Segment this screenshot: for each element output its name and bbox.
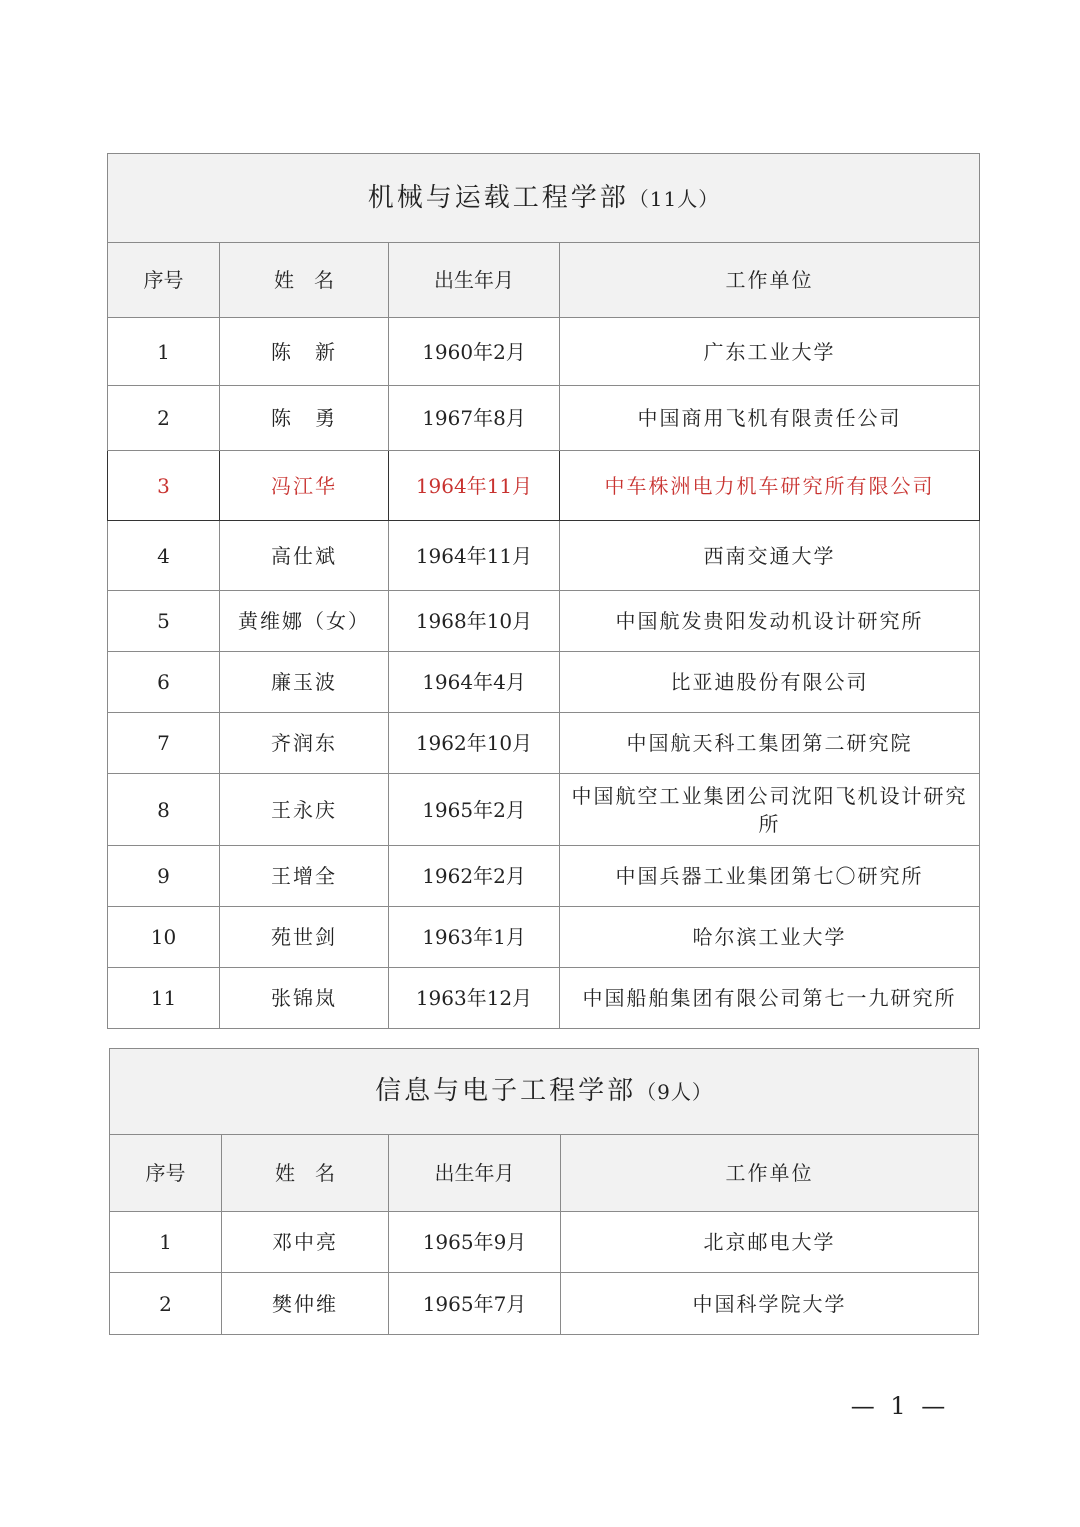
table-row [108,591,980,652]
row-unit: 中国科学院大学 [561,1273,979,1335]
row-name: 齐润东 [220,713,389,774]
row-unit: 中国航天科工集团第二研究院 [560,713,980,774]
header-name: 姓名 [220,243,389,318]
row-no: 11 [108,968,220,1029]
table-header-row [108,243,980,318]
row-birth: 1964年11月 [389,451,560,521]
row-unit: 中国兵器工业集团第七〇研究所 [560,846,980,907]
row-birth: 1963年12月 [389,968,560,1029]
row-birth: 1965年7月 [389,1273,561,1335]
header-birth: 出生年月 [389,243,560,318]
header-no: 序号 [108,243,220,318]
department-count: （9人） [636,1080,713,1104]
department-title-text: 机械与运载工程学部 [367,182,629,213]
department-count: （11人） [628,186,720,211]
row-unit: 中国商用飞机有限责任公司 [560,386,980,451]
row-unit: 中车株洲电力机车研究所有限公司 [560,451,980,521]
row-name: 冯江华 [220,451,389,521]
row-no: 9 [108,846,220,907]
department-title [108,154,980,243]
row-no: 2 [108,386,220,451]
row-birth: 1967年8月 [389,386,560,451]
row-unit: 比亚迪股份有限公司 [560,652,980,713]
row-name: 王增全 [220,846,389,907]
table-header-row [110,1135,979,1212]
row-unit: 北京邮电大学 [561,1212,979,1273]
row-unit: 中国航发贵阳发动机设计研究所 [560,591,980,652]
row-name: 苑世剑 [220,907,389,968]
row-unit: 西南交通大学 [560,521,980,591]
table-row [108,318,980,386]
row-unit: 广东工业大学 [560,318,980,386]
table-row [108,652,980,713]
header-birth: 出生年月 [389,1135,561,1212]
row-unit: 哈尔滨工业大学 [560,907,980,968]
table-row [108,774,980,846]
row-no: 7 [108,713,220,774]
row-no: 8 [108,774,220,846]
row-name: 陈 新 [220,318,389,386]
department-table-information [109,1048,979,1335]
row-name: 张锦岚 [220,968,389,1029]
table-row [108,386,980,451]
row-birth: 1962年2月 [389,846,560,907]
table-row [108,713,980,774]
row-birth: 1964年11月 [389,521,560,591]
department-table-mechanical [107,153,980,1029]
row-no: 4 [108,521,220,591]
row-name: 陈 勇 [220,386,389,451]
row-no: 2 [110,1273,222,1335]
table-row [108,846,980,907]
row-no: 1 [110,1212,222,1273]
row-birth: 1963年1月 [389,907,560,968]
department-title [110,1049,979,1135]
row-no: 6 [108,652,220,713]
header-unit: 工作单位 [561,1135,979,1212]
row-name: 廉玉波 [220,652,389,713]
row-no: 3 [108,451,220,521]
table-row [108,907,980,968]
row-no: 1 [108,318,220,386]
row-birth: 1968年10月 [389,591,560,652]
row-no: 5 [108,591,220,652]
row-birth: 1965年2月 [389,774,560,846]
header-name: 姓名 [222,1135,389,1212]
row-name: 高仕斌 [220,521,389,591]
row-birth: 1964年4月 [389,652,560,713]
page-number: — 1 — [850,1392,950,1420]
row-no: 10 [108,907,220,968]
table-row [110,1273,979,1335]
table-row-highlighted [108,451,980,521]
table-row [108,521,980,591]
row-name: 王永庆 [220,774,389,846]
row-unit: 中国航空工业集团公司沈阳飞机设计研究所 [560,774,980,846]
header-unit: 工作单位 [560,243,980,318]
row-name: 邓中亮 [222,1212,389,1273]
row-name: 黄维娜（女） [220,591,389,652]
row-birth: 1960年2月 [389,318,560,386]
header-no: 序号 [110,1135,222,1212]
department-title-text: 信息与电子工程学部 [375,1076,637,1106]
table-row [108,968,980,1029]
table-row [110,1212,979,1273]
row-unit: 中国船舶集团有限公司第七一九研究所 [560,968,980,1029]
row-birth: 1965年9月 [389,1212,561,1273]
row-birth: 1962年10月 [389,713,560,774]
row-name: 樊仲维 [222,1273,389,1335]
